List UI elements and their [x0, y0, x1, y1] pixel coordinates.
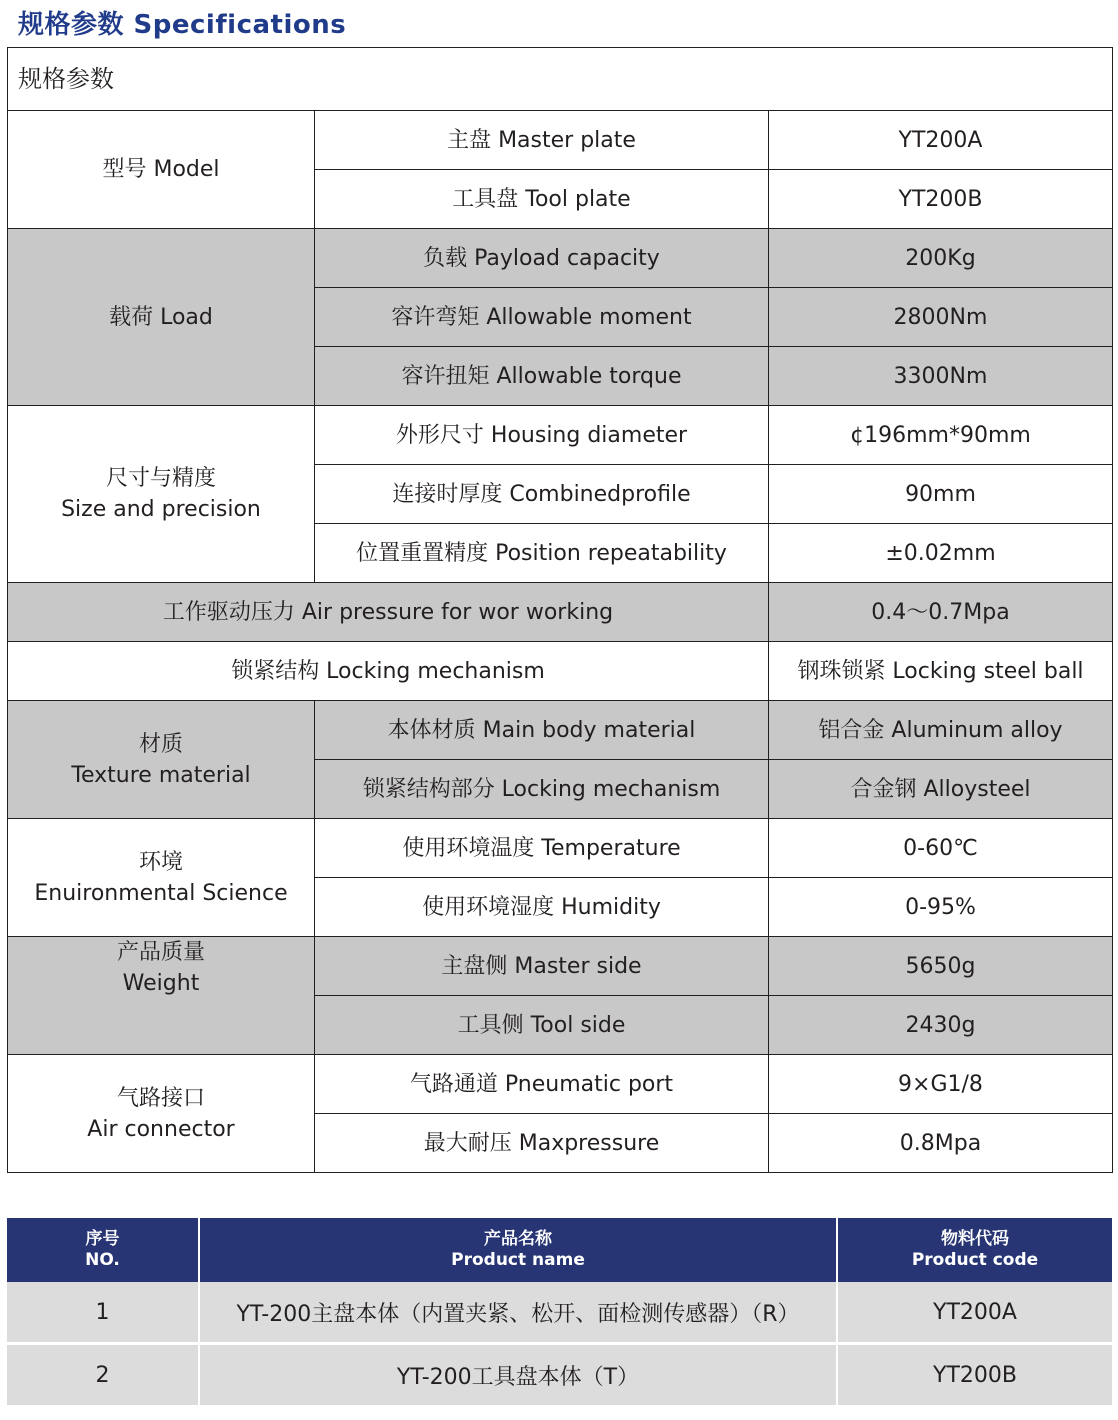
param-name: 本体材质 Main body material — [315, 701, 769, 760]
column-header-cn: 物料代码 — [941, 1229, 1009, 1249]
column-header-en: NO. — [85, 1250, 120, 1270]
group-label-model: 型号 Model — [8, 111, 315, 229]
table-row — [8, 701, 1113, 760]
table-row — [8, 937, 1113, 996]
column-header-en: Product name — [451, 1250, 585, 1270]
param-value: 2430g — [769, 996, 1113, 1055]
param-value: 0-60℃ — [769, 819, 1113, 878]
column-header-cn: 产品名称 — [484, 1229, 552, 1249]
product-name: YT-200主盘本体（内置夹紧、松开、面检测传感器）（R） — [199, 1282, 837, 1344]
group-label-material — [8, 701, 315, 819]
spec-table-header: 规格参数 — [8, 48, 1113, 111]
group-label-cn: 产品质量 — [116, 940, 205, 965]
group-label-en: Air connector — [87, 1116, 235, 1142]
param-name: 使用环境湿度 Humidity — [315, 878, 769, 937]
table-row — [8, 406, 1113, 465]
column-header-product-code — [837, 1218, 1112, 1282]
param-value: 9×G1/8 — [769, 1055, 1113, 1114]
product-table — [7, 1218, 1112, 1405]
table-row — [8, 229, 1113, 288]
product-table-header — [7, 1218, 1112, 1282]
param-value: 3300Nm — [769, 347, 1113, 406]
param-name: 负载 Payload capacity — [315, 229, 769, 288]
page-title: 规格参数 Specifications — [18, 10, 347, 40]
param-value: YT200B — [769, 170, 1113, 229]
group-label-cn: 材质 — [138, 731, 183, 757]
param-name: 工具侧 Tool side — [315, 996, 769, 1055]
param-name: 锁紧结构 Locking mechanism — [8, 642, 769, 701]
group-label-load: 载荷 Load — [8, 229, 315, 406]
param-name: 连接时厚度 Combinedprofile — [315, 465, 769, 524]
column-header-en: Product code — [911, 1250, 1039, 1270]
param-name: 气路通道 Pneumatic port — [315, 1055, 769, 1114]
param-value: 铝合金 Aluminum alloy — [769, 701, 1113, 760]
group-label-size — [8, 406, 315, 583]
param-value: 0-95% — [769, 878, 1113, 937]
column-header-product-name — [199, 1218, 837, 1282]
param-name: 工具盘 Tool plate — [315, 170, 769, 229]
param-value: 200Kg — [769, 229, 1113, 288]
group-label-air-connector — [8, 1055, 315, 1173]
table-row — [7, 1282, 1112, 1344]
param-name: 使用环境温度 Temperature — [315, 819, 769, 878]
param-value: 90mm — [769, 465, 1113, 524]
param-value: 2800Nm — [769, 288, 1113, 347]
product-no: 1 — [7, 1282, 199, 1344]
product-name: YT-200工具盘本体（T） — [199, 1344, 837, 1406]
param-name: 主盘侧 Master side — [315, 937, 769, 996]
table-row — [8, 111, 1113, 170]
param-value: 0.4～0.7Mpa — [769, 583, 1113, 642]
param-value: 5650g — [769, 937, 1113, 996]
product-code: YT200B — [837, 1344, 1112, 1406]
group-label-en: Texture material — [71, 762, 251, 788]
table-row — [8, 583, 1113, 642]
param-name: 外形尺寸 Housing diameter — [315, 406, 769, 465]
spec-table — [7, 47, 1113, 1173]
group-label-cn: 尺寸与精度 — [105, 466, 216, 491]
group-label-cn: 环境 — [138, 849, 183, 875]
group-label-weight — [8, 937, 315, 1055]
table-row — [8, 819, 1113, 878]
param-value: ¢196mm*90mm — [769, 406, 1113, 465]
group-label-environment — [8, 819, 315, 937]
group-label-cn: 气路接口 — [116, 1085, 205, 1111]
param-name: 工作驱动压力 Air pressure for wor working — [8, 583, 769, 642]
param-value: 钢珠锁紧 Locking steel ball — [769, 642, 1113, 701]
group-label-en: Size and precision — [61, 497, 261, 522]
table-row — [8, 1055, 1113, 1114]
param-value: 合金钢 Alloysteel — [769, 760, 1113, 819]
param-name: 容许扭矩 Allowable torque — [315, 347, 769, 406]
product-no: 2 — [7, 1344, 199, 1406]
param-name: 位置重置精度 Position repeatability — [315, 524, 769, 583]
table-row — [7, 1344, 1112, 1406]
param-value: ±0.02mm — [769, 524, 1113, 583]
param-value: YT200A — [769, 111, 1113, 170]
column-header-cn: 序号 — [85, 1229, 120, 1249]
table-row — [8, 642, 1113, 701]
group-label-en: Weight — [122, 971, 200, 996]
param-name: 锁紧结构部分 Locking mechanism — [315, 760, 769, 819]
product-code: YT200A — [837, 1282, 1112, 1344]
param-name: 最大耐压 Maxpressure — [315, 1114, 769, 1173]
group-label-en: Enuironmental Science — [34, 880, 288, 906]
param-value: 0.8Mpa — [769, 1114, 1113, 1173]
column-header-no — [7, 1218, 199, 1282]
param-name: 容许弯矩 Allowable moment — [315, 288, 769, 347]
param-name: 主盘 Master plate — [315, 111, 769, 170]
